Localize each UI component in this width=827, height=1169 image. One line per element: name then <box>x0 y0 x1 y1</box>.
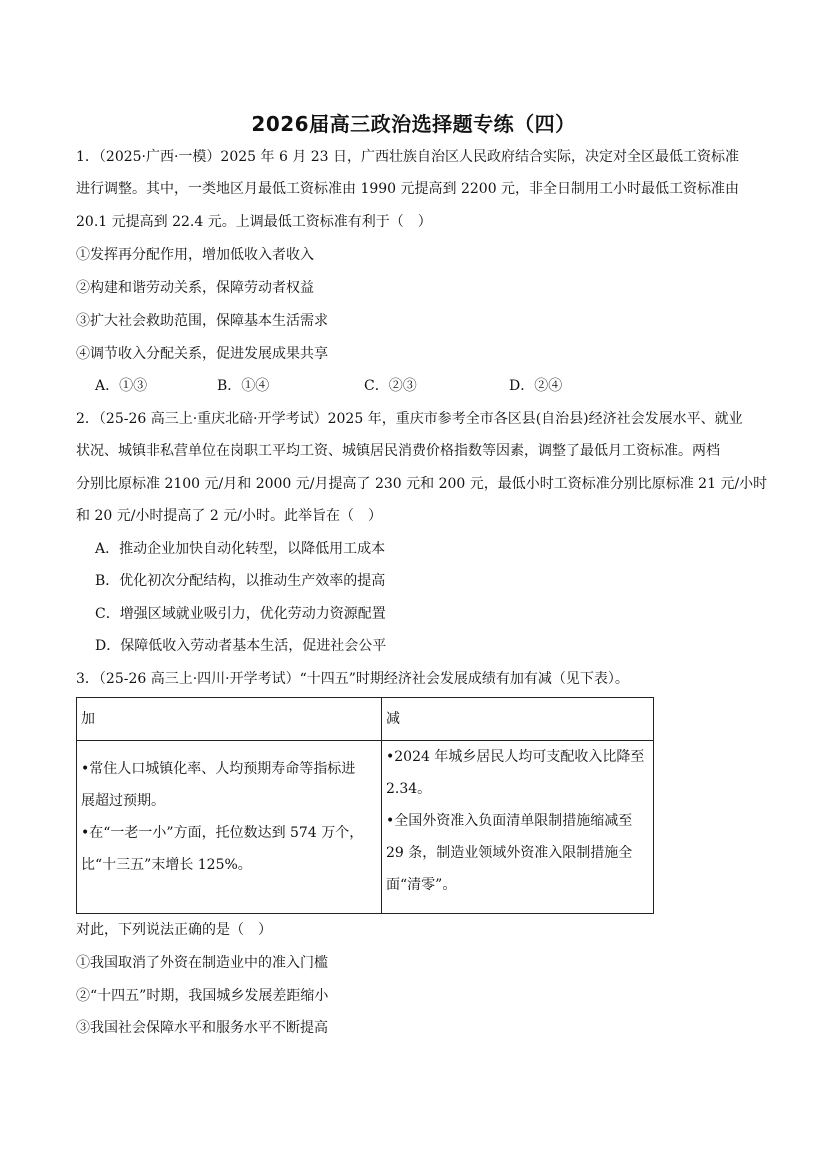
table-cell-subtract <box>382 741 654 914</box>
q1-stem-line-2: 进行调整。其中，一类地区月最低工资标准由 1990 元提高到 2200 元，非全日制用工小时最低工资标准由 <box>76 181 740 197</box>
page-title: 2026届高三政治选择题专练（四） <box>251 112 576 136</box>
q3-statement-1: ①我国取消了外资在制造业中的准入门槛 <box>76 955 328 971</box>
q1-statement-2: ②构建和谐劳动关系，保障劳动者权益 <box>76 280 314 296</box>
q3-statement-2: ②“十四五”时期，我国城乡发展差距缩小 <box>76 988 329 1004</box>
q3-intro: 3．（25-26 高三上·四川·开学考试）“十四五”时期经济社会发展成绩有加有减（见下表）。 <box>76 671 629 687</box>
q1-stem-line-3: 20.1 元提高到 22.4 元。上调最低工资标准有利于（ ） <box>76 214 432 230</box>
q2-option-b[interactable]: B．优化初次分配结构，以推动生产效率的提高 <box>95 573 386 589</box>
add-line-3: •在“一老一小”方面，托位数达到 574 万个， <box>81 825 364 841</box>
q1-stem-line-1: 1．（2025·广西·一模）2025 年 6 月 23 日，广西壮族自治区人民政府结合实际，决定对全区最低工资标准 <box>76 149 740 165</box>
q2-option-a[interactable]: A．推动企业加快自动化转型，以降低用工成本 <box>95 541 386 557</box>
comparison-table <box>76 697 654 914</box>
table-cell-add <box>77 741 382 914</box>
table-header-subtract: 减 <box>382 698 654 741</box>
q3-question: 对此，下列说法正确的是（ ） <box>76 922 272 938</box>
q1-statement-1: ①发挥再分配作用，增加低收入者收入 <box>76 247 314 263</box>
subtract-line-2: 2.34。 <box>386 781 432 797</box>
q2-option-d[interactable]: D．保障低收入劳动者基本生活，促进社会公平 <box>95 638 387 654</box>
q1-option-b[interactable]: B．①④ <box>217 378 270 394</box>
subtract-line-1: •2024 年城乡居民人均可支配收入比降至 <box>386 749 645 765</box>
subtract-line-4: 29 条，制造业领域外资准入限制措施全 <box>386 845 633 861</box>
q2-stem-line-2: 状况、城镇非私营单位在岗职工平均工资、城镇居民消费价格指数等因素，调整了最低月工资标准。两档 <box>76 443 720 459</box>
table-header-row <box>77 698 654 741</box>
q1-option-a[interactable]: A．①③ <box>95 378 148 394</box>
q1-statement-4: ④调节收入分配关系，促进发展成果共享 <box>76 346 328 362</box>
q1-option-d[interactable]: D．②④ <box>509 378 563 394</box>
table-header-add: 加 <box>77 698 382 741</box>
add-line-4: 比“十三五”末增长 125%。 <box>81 857 252 873</box>
q2-stem-line-4: 和 20 元/小时提高了 2 元/小时。此举旨在（ ） <box>76 508 382 524</box>
q1-option-c[interactable]: C．②③ <box>364 378 417 394</box>
q1-statement-3: ③扩大社会救助范围，保障基本生活需求 <box>76 313 328 329</box>
subtract-line-5: 面“清零”。 <box>386 877 457 893</box>
q2-stem-line-1: 2．（25-26 高三上·重庆北碚·开学考试）2025 年，重庆市参考全市各区县(自治县)经济社会发展水平、就业 <box>76 411 743 427</box>
add-line-2: 展超过预期。 <box>81 793 165 809</box>
subtract-line-3: •全国外资准入负面清单限制措施缩减至 <box>386 813 633 829</box>
add-line-1: •常住人口城镇化率、人均预期寿命等指标进 <box>81 761 356 777</box>
table-body-row <box>77 741 654 914</box>
q3-statement-3: ③我国社会保障水平和服务水平不断提高 <box>76 1020 328 1036</box>
q2-option-c[interactable]: C．增强区域就业吸引力，优化劳动力资源配置 <box>95 606 386 622</box>
q2-stem-line-3: 分别比原标准 2100 元/月和 2000 元/月提高了 230 元和 200 元，最低小时工资标准分别比原标准 21 元/小时 <box>76 476 768 492</box>
